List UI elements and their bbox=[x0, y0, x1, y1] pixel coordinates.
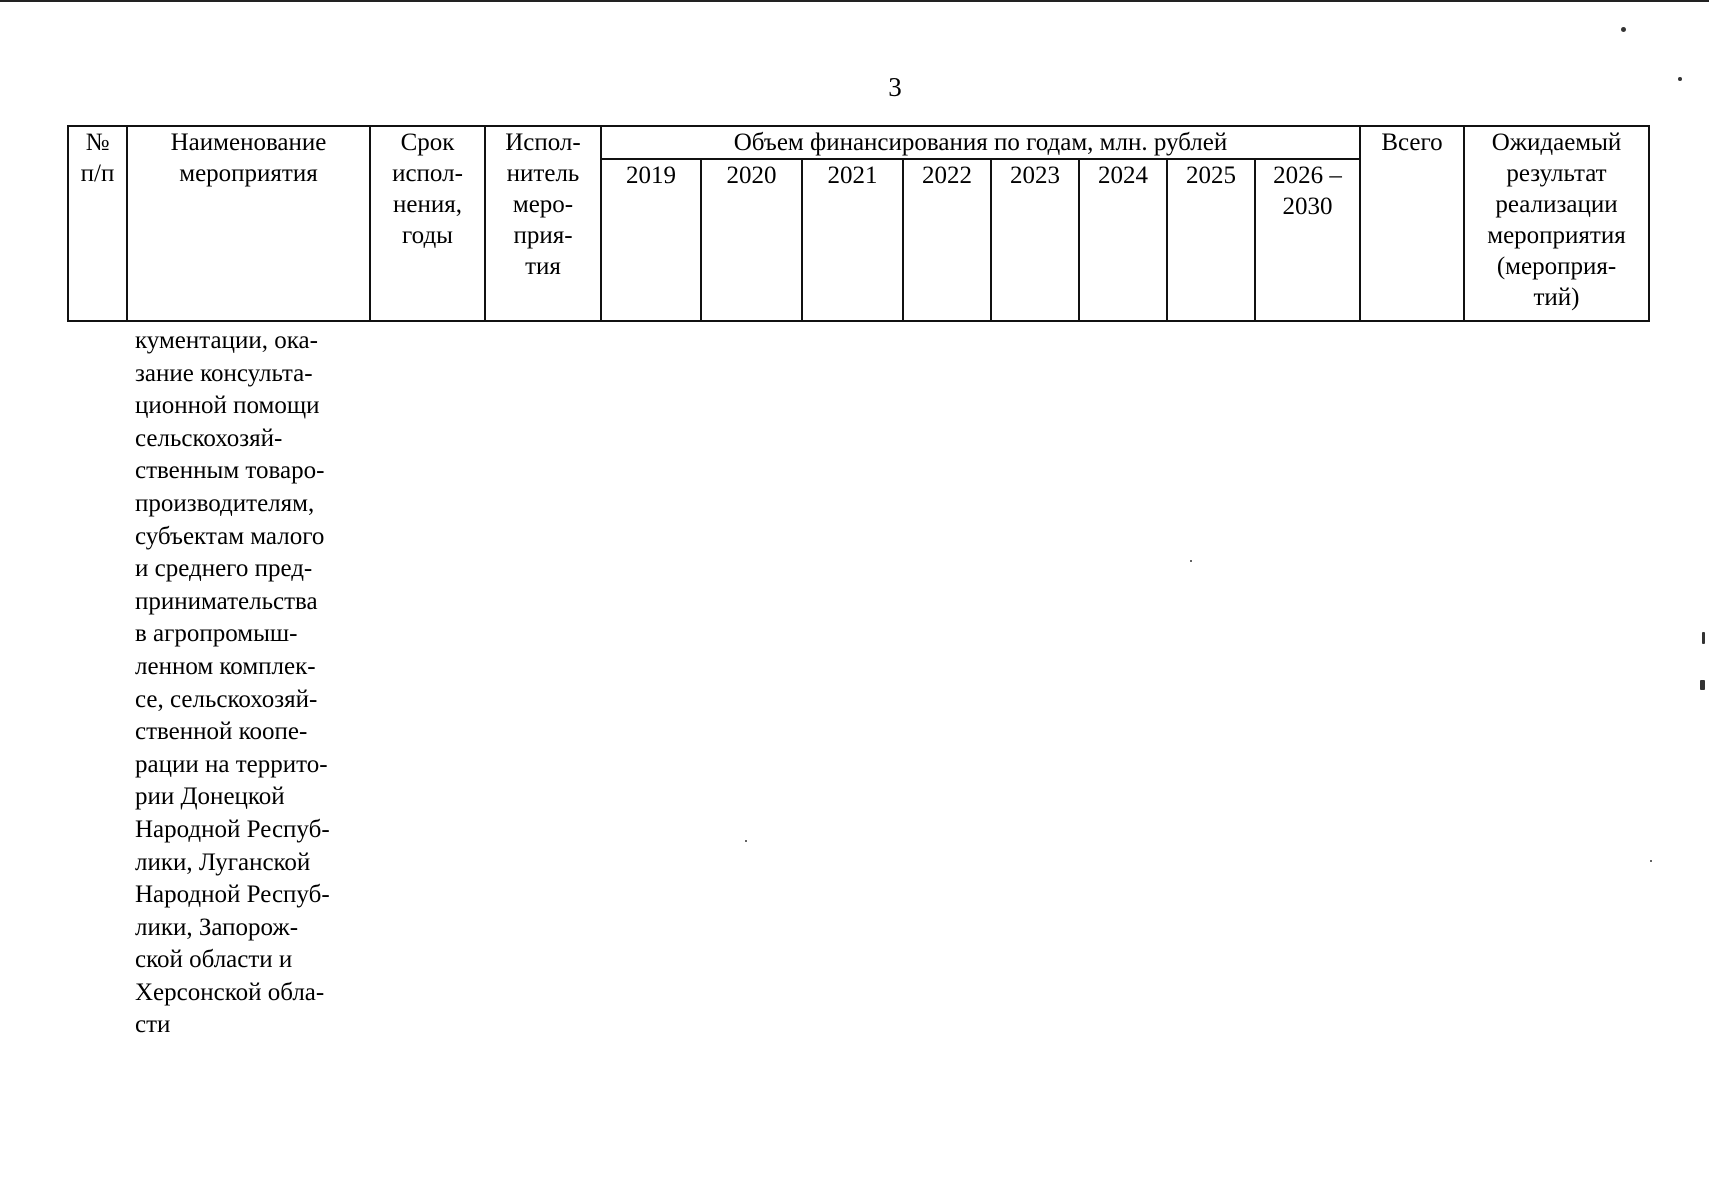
table-header bbox=[67, 125, 1650, 322]
scan-speck bbox=[745, 840, 747, 842]
header-term: Срок испол- нения, годы bbox=[370, 126, 485, 321]
scan-speck bbox=[1700, 680, 1705, 690]
header-year-2024: 2024 bbox=[1079, 159, 1167, 321]
header-name: Наименование мероприятия bbox=[127, 126, 370, 321]
scan-speck bbox=[1190, 560, 1192, 562]
scan-speck bbox=[1702, 632, 1705, 644]
header-year-2025: 2025 bbox=[1167, 159, 1255, 321]
scan-speck bbox=[1621, 27, 1626, 32]
header-year-2020: 2020 bbox=[701, 159, 802, 321]
header-year-2023: 2023 bbox=[991, 159, 1079, 321]
header-executor: Испол- нитель меро- прия- тия bbox=[485, 126, 601, 321]
header-year-2026-2030: 2026 – 2030 bbox=[1255, 159, 1360, 321]
page-top-edge bbox=[0, 0, 1709, 2]
header-year-2021: 2021 bbox=[802, 159, 903, 321]
header-funding-group: Объем финансирования по годам, млн. рублей bbox=[601, 126, 1360, 159]
header-year-2019: 2019 bbox=[601, 159, 701, 321]
header-total: Всего bbox=[1360, 126, 1464, 321]
event-name-continuation: кументации, ока- зание консульта- ционной помощи сельскохозяй- ственным товаро- производителям, субъектам малого и среднего пред- принимательства в агропромыш- ленном комплек- се, сельскохозяй- ственной коопе- рации на террито- рии Донецкой Народной Респуб- лики, Луганской Народной Респуб- лики, Запорож- ской области и Херсонской обла- сти bbox=[135, 327, 330, 1039]
scan-speck bbox=[1678, 77, 1682, 81]
scan-speck bbox=[1650, 860, 1652, 862]
header-year-2022: 2022 bbox=[903, 159, 991, 321]
header-result: Ожидаемый результат реализации мероприятия (мероприя- тий) bbox=[1464, 126, 1649, 321]
page-number: 3 bbox=[888, 72, 902, 102]
header-num: № п/п bbox=[68, 126, 127, 321]
